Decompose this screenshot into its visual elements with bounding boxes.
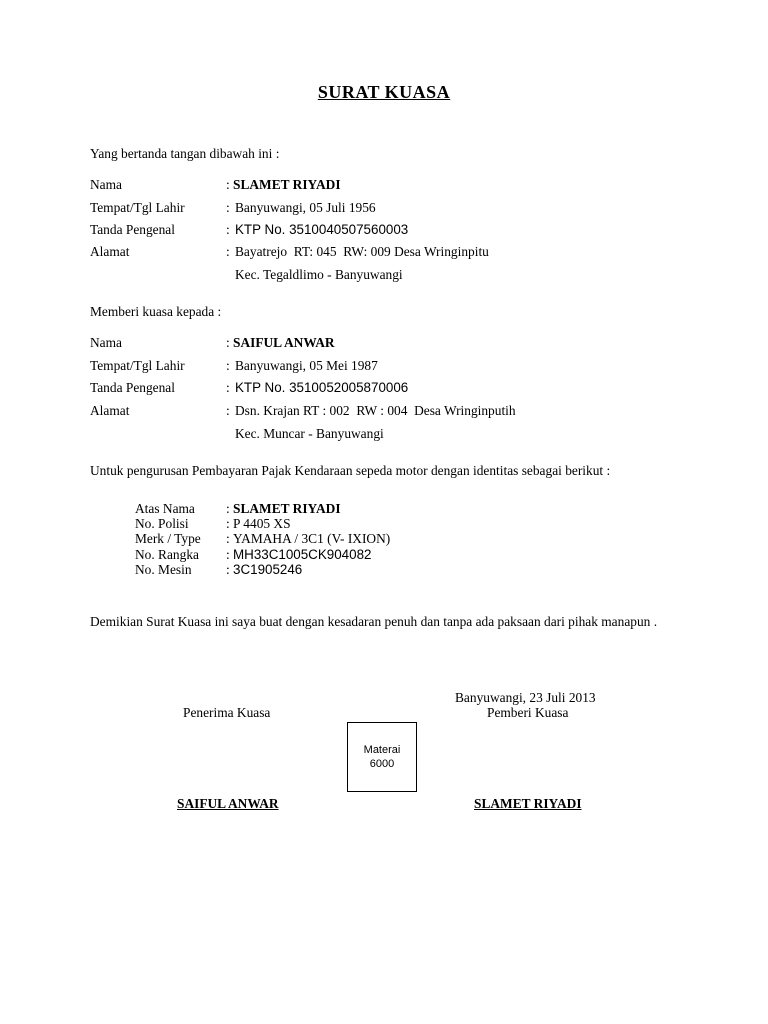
field-value: SLAMET RIYADI <box>233 177 341 192</box>
field-colon: : <box>226 244 230 259</box>
stamp-value: 6000 <box>369 758 395 770</box>
field-label: No. Polisi <box>135 516 189 531</box>
field-value: YAMAHA / 3C1 (V- IXION) <box>233 531 391 546</box>
field-value: Dsn. Krajan RT : 002 RW : 004 Desa Wringinputih <box>235 403 516 418</box>
field-label: Nama <box>90 335 122 350</box>
field-value: P 4405 XS <box>233 516 291 531</box>
field-value: SLAMET RIYADI <box>233 501 341 516</box>
field-value: KTP No. 3510052005870006 <box>235 380 409 395</box>
receiver-signature-name: SAIFUL ANWAR <box>177 796 279 811</box>
field-colon: : <box>226 516 230 531</box>
field-label: Tempat/Tgl Lahir <box>90 200 185 215</box>
field-colon: : <box>226 177 230 192</box>
field-label: Alamat <box>90 244 130 259</box>
field-colon: : <box>226 358 230 373</box>
field-colon: : <box>226 562 230 577</box>
field-colon: : <box>226 335 230 350</box>
giver-signature-name: SLAMET RIYADI <box>474 796 582 811</box>
field-label: Merk / Type <box>135 531 201 546</box>
field-colon: : <box>226 222 230 237</box>
field-colon: : <box>226 200 230 215</box>
place-date: Banyuwangi, 23 Juli 2013 <box>455 690 596 705</box>
field-value: Banyuwangi, 05 Mei 1987 <box>235 358 378 373</box>
field-label: Tanda Pengenal <box>90 222 175 237</box>
field-value: Bayatrejo RT: 045 RW: 009 Desa Wringinpitu <box>235 244 489 259</box>
field-label: Tempat/Tgl Lahir <box>90 358 185 373</box>
field-value: 3C1905246 <box>233 562 303 577</box>
revenue-stamp-box <box>347 722 417 792</box>
field-label: No. Rangka <box>135 547 199 562</box>
field-value: SAIFUL ANWAR <box>233 335 335 350</box>
field-label: Atas Nama <box>135 501 195 516</box>
field-colon: : <box>226 501 230 516</box>
field-label: Tanda Pengenal <box>90 380 175 395</box>
field-value: Banyuwangi, 05 Juli 1956 <box>235 200 376 215</box>
field-colon: : <box>226 547 230 562</box>
field-label: Alamat <box>90 403 130 418</box>
giver-label: Pemberi Kuasa <box>487 705 569 720</box>
field-colon: : <box>226 531 230 546</box>
intro-text: Yang bertanda tangan dibawah ini : <box>90 146 280 161</box>
stamp-label: Materai <box>363 744 401 756</box>
receiver-label: Penerima Kuasa <box>183 705 271 720</box>
field-colon: : <box>226 403 230 418</box>
field-label: Nama <box>90 177 122 192</box>
field-colon: : <box>226 380 230 395</box>
grantee-address-line2: Kec. Muncar - Banyuwangi <box>235 426 384 441</box>
field-value: KTP No. 3510040507560003 <box>235 222 409 237</box>
grantor-address-line2: Kec. Tegaldlimo - Banyuwangi <box>235 267 403 282</box>
purpose-text: Untuk pengurusan Pembayaran Pajak Kendaraan sepeda motor dengan identitas sebagai berikut : <box>90 463 611 478</box>
document-title: SURAT KUASA <box>317 82 451 102</box>
field-value: MH33C1005CK904082 <box>233 547 372 562</box>
grant-intro-text: Memberi kuasa kepada : <box>90 304 222 319</box>
field-label: No. Mesin <box>135 562 192 577</box>
closing-text: Demikian Surat Kuasa ini saya buat dengan kesadaran penuh dan tanpa ada paksaan dari pihak manapun . <box>90 614 658 629</box>
